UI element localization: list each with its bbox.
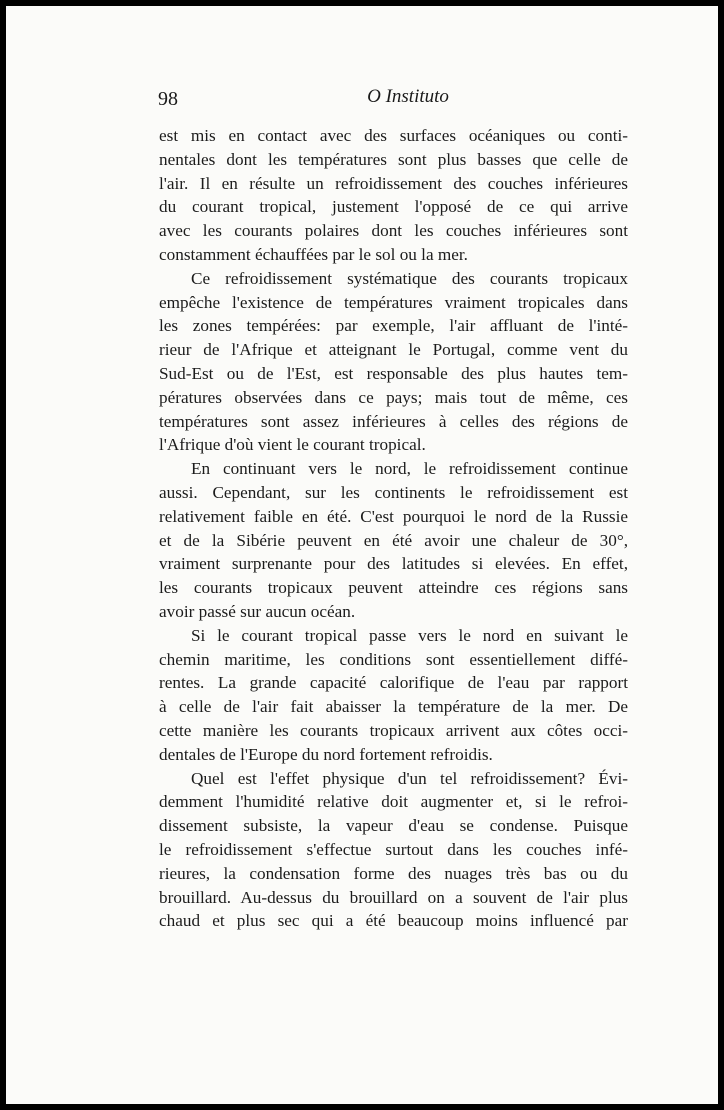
body-text: [159, 124, 628, 933]
text-line: Si le courant tropical passe vers le nord en suivant le: [191, 625, 628, 645]
text-line: températures sont assez inférieures à celles des régions de: [159, 411, 628, 431]
text-line: nentales dont les températures sont plus basses que celle de: [159, 149, 628, 169]
journal-title: O Instituto: [367, 86, 449, 107]
text-line: Quel est l'effet physique d'un tel refroidissement? Évi-: [191, 768, 628, 788]
text-line: dentales de l'Europe du nord fortement refroidis.: [159, 744, 493, 764]
text-line: à celle de l'air fait abaisser la température de la mer. De: [159, 697, 628, 717]
book-page: [6, 6, 718, 1104]
text-line: et de la Sibérie peuvent en été avoir une chaleur de 30°,: [159, 530, 628, 550]
text-line: relativement faible en été. C'est pourquoi le nord de la Russie: [159, 506, 628, 526]
text-line: le refroidissement s'effectue surtout dans les couches infé-: [159, 839, 628, 859]
paragraph: [159, 457, 628, 624]
text-line: les courants tropicaux peuvent atteindre ces régions sans: [159, 578, 628, 598]
running-head: [158, 84, 628, 114]
text-line: l'air. Il en résulte un refroidissement des couches inférieures: [159, 173, 628, 193]
text-line: avec les courants polaires dont les couches inférieures sont: [159, 221, 628, 241]
text-line: En continuant vers le nord, le refroidissement continue: [191, 459, 628, 479]
text-line: les zones tempérées: par exemple, l'air affluant de l'inté-: [159, 316, 628, 336]
text-line: rentes. La grande capacité calorifique de l'eau par rapport: [159, 673, 628, 693]
text-line: dissement subsiste, la vapeur d'eau se condense. Puisque: [159, 816, 628, 836]
text-line: Sud-Est ou de l'Est, est responsable des plus hautes tem-: [159, 363, 628, 383]
paragraph: [159, 124, 628, 267]
text-line: avoir passé sur aucun océan.: [159, 601, 356, 621]
paragraph: [159, 267, 628, 457]
text-line: rieures, la condensation forme des nuages très bas ou du: [159, 863, 628, 883]
text-line: brouillard. Au-dessus du brouillard on a souvent de l'air plus: [159, 887, 628, 907]
paragraph: [159, 624, 628, 767]
text-line: est mis en contact avec des surfaces océaniques ou conti-: [159, 126, 628, 145]
text-line: vraiment surprenante pour des latitudes si elevées. En effet,: [159, 554, 628, 574]
page-number: 98: [158, 88, 178, 110]
text-line: rieur de l'Afrique et atteignant le Portugal, comme vent du: [159, 340, 628, 360]
text-line: chemin maritime, les conditions sont essentiellement diffé-: [159, 649, 628, 669]
text-line: du courant tropical, justement l'opposé de ce qui arrive: [159, 197, 628, 217]
text-line: cette manière les courants tropicaux arrivent aux côtes occi-: [159, 720, 628, 740]
text-line: chaud et plus sec qui a été beaucoup moins influencé par: [159, 911, 628, 931]
text-line: Ce refroidissement systématique des courants tropicaux: [191, 268, 628, 288]
text-line: aussi. Cependant, sur les continents le refroidissement est: [159, 482, 628, 502]
text-line: empêche l'existence de températures vraiment tropicales dans: [159, 292, 628, 312]
text-line: demment l'humidité relative doit augmenter et, si le refroi-: [159, 792, 628, 812]
text-line: pératures observées dans ce pays; mais tout de même, ces: [159, 387, 628, 407]
text-line: constamment échauffées par le sol ou la mer.: [159, 244, 468, 264]
text-line: l'Afrique d'où vient le courant tropical.: [159, 435, 426, 455]
paragraph: [159, 767, 628, 934]
